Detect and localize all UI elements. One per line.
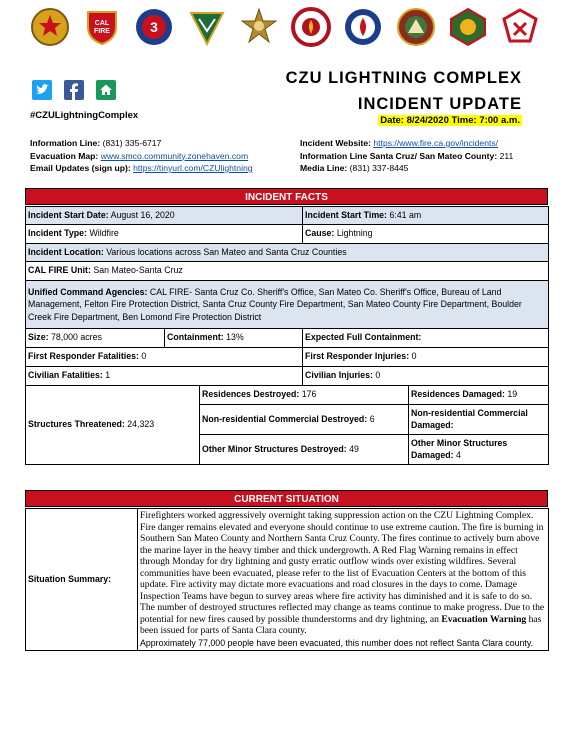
cal-fire-seal-icon <box>30 7 70 47</box>
row-agencies <box>26 281 549 329</box>
expected-containment-cell <box>303 329 549 348</box>
residences-destroyed-label: Residences Destroyed: <box>202 389 300 400</box>
agencies-cell <box>26 281 549 329</box>
nonres-destroyed-cell <box>200 405 409 435</box>
civ-fatalities-value: 1 <box>105 370 111 381</box>
title-line-2: INCIDENT UPDATE <box>357 95 522 113</box>
sheriff-star-icon <box>239 7 279 47</box>
structures-threatened-cell <box>26 386 200 465</box>
start-time-cell <box>303 207 549 225</box>
minor-damaged-cell <box>409 435 549 465</box>
civ-injuries-cell <box>303 367 549 386</box>
start-time-label: Incident Start Time: <box>305 209 387 220</box>
agency-seals <box>30 4 540 50</box>
fr-injuries-value: 0 <box>411 351 417 362</box>
minor-destroyed-cell <box>200 435 409 465</box>
start-date-cell <box>26 207 303 225</box>
fr-injuries-cell <box>303 348 549 367</box>
cause-cell <box>303 225 549 244</box>
san-mateo-fire-seal-icon <box>500 7 540 47</box>
fr-fatalities-cell <box>26 348 303 367</box>
felton-fire-seal-icon <box>291 7 331 47</box>
title-line-1: CZU LIGHTNING COMPLEX <box>285 69 522 87</box>
location-cell <box>26 244 549 262</box>
hashtag: #CZULightningComplex <box>30 110 139 121</box>
district-3-seal-icon <box>134 7 174 47</box>
situation-summary-row <box>26 509 549 651</box>
nonres-damaged-cell <box>409 405 549 435</box>
evac-map-link[interactable]: www.smco.community.zonehaven.com <box>100 150 249 161</box>
info-line-label: Information Line: <box>30 138 101 148</box>
civ-injuries-label: Civilian Injuries: <box>305 370 373 381</box>
cal-fire-shield-icon <box>82 7 122 47</box>
website-label: Incident Website: <box>300 138 371 148</box>
minor-damaged-label: Other Minor Structures Damaged: <box>411 438 508 460</box>
social-links <box>32 80 116 100</box>
evacuated-count-text: Approximately 77,000 people have been evacuated, this number does not reflect Santa Clara county. <box>140 637 534 648</box>
info-scsm-value: 211 <box>499 150 514 161</box>
containment-value: 13% <box>226 332 244 343</box>
start-date-value: August 16, 2020 <box>110 209 175 220</box>
facebook-icon[interactable] <box>64 80 84 100</box>
contact-info-left <box>30 137 253 175</box>
media-line-value: (831) 337-8445 <box>349 163 409 173</box>
structures-threatened-value: 24,323 <box>127 419 155 430</box>
size-cell <box>26 329 165 348</box>
unit-value: San Mateo-Santa Cruz <box>93 265 183 276</box>
time-value: 7:00 a.m. <box>479 115 520 126</box>
row-start <box>26 207 549 225</box>
agencies-label: Unified Command Agencies: <box>28 286 148 297</box>
fr-fatalities-label: First Responder Fatalities: <box>28 351 139 362</box>
residences-destroyed-cell <box>200 386 409 405</box>
media-line-label: Media Line: <box>300 163 348 173</box>
situation-summary-cell <box>138 509 549 651</box>
row-structures-1 <box>26 386 549 405</box>
time-label: Time: <box>451 115 477 126</box>
contact-info-right <box>300 137 513 175</box>
row-type <box>26 225 549 244</box>
structures-threatened-label: Structures Threatened: <box>28 419 125 430</box>
location-value: Various locations across San Mateo and Santa Cruz Counties <box>106 246 347 257</box>
size-value: 78,000 acres <box>51 332 102 343</box>
nonres-destroyed-label: Non-residential Commercial Destroyed: <box>202 413 368 424</box>
situation-summary-label: Situation Summary: <box>26 509 138 651</box>
santa-cruz-fire-seal-icon <box>343 7 383 47</box>
residences-damaged-label: Residences Damaged: <box>411 389 505 400</box>
twitter-icon[interactable] <box>32 80 52 100</box>
fr-injuries-label: First Responder Injuries: <box>305 351 410 362</box>
residences-destroyed-value: 176 <box>301 389 317 400</box>
civ-fatalities-label: Civilian Fatalities: <box>28 370 103 381</box>
type-value: Wildfire <box>89 228 119 239</box>
civ-injuries-value: 0 <box>375 370 381 381</box>
cause-label: Cause: <box>305 228 335 239</box>
type-label: Incident Type: <box>28 228 87 239</box>
expected-containment-label: Expected Full Containment: <box>305 332 422 343</box>
info-scsm-label: Information Line Santa Cruz/ San Mateo County: <box>300 150 498 161</box>
containment-cell <box>165 329 303 348</box>
agencies-value: CAL FIRE- Santa Cruz Co. Sheriff's Office, San Mateo Co. Sheriff's Office, Bureau of Land Management, Felton Fire Protection District, Santa Cruz County Fire Department, San Mateo County Fire Department, Boulder Creek Fire Department, Ben Lomond Fire Protection District <box>28 286 522 322</box>
minor-damaged-value: 4 <box>456 449 461 460</box>
date-label: Date: <box>380 115 404 126</box>
nextdoor-icon[interactable] <box>96 80 116 100</box>
current-situation-table <box>25 508 549 651</box>
email-updates-link[interactable]: https://tinyurl.com/CZUlightning <box>133 163 253 173</box>
current-situation-heading: CURRENT SITUATION <box>25 490 548 507</box>
start-time-value: 6:41 am <box>389 209 422 220</box>
nonres-damaged-label: Non-residential Commercial Damaged: <box>411 408 528 430</box>
boulder-creek-fire-seal-icon <box>396 7 436 47</box>
email-updates-label: Email Updates (sign up): <box>30 163 131 173</box>
date-time-line <box>378 115 522 126</box>
summary-tail: has been issued for parts of Santa Clara county. <box>140 613 542 636</box>
location-label: Incident Location: <box>28 246 104 257</box>
residences-damaged-value: 19 <box>507 389 518 400</box>
unit-cell <box>26 262 549 281</box>
evacuation-warning-text: Evacuation Warning <box>441 613 527 625</box>
website-link[interactable]: https://www.fire.ca.gov/incidents/ <box>373 138 499 148</box>
residences-damaged-cell <box>409 386 549 405</box>
row-fr <box>26 348 549 367</box>
cause-value: Lightning <box>336 228 373 239</box>
svg-text:FIRE: FIRE <box>94 28 111 35</box>
date-value: 8/24/2020 <box>406 115 449 126</box>
unit-label: CAL FIRE Unit: <box>28 265 91 276</box>
row-unit <box>26 262 549 281</box>
fr-fatalities-value: 0 <box>141 351 147 362</box>
row-size <box>26 329 549 348</box>
minor-destroyed-value: 49 <box>349 443 359 454</box>
minor-destroyed-label: Other Minor Structures Destroyed: <box>202 443 347 454</box>
type-cell <box>26 225 303 244</box>
civ-fatalities-cell <box>26 367 303 386</box>
containment-label: Containment: <box>167 332 224 343</box>
start-date-label: Incident Start Date: <box>28 209 109 220</box>
incident-facts-heading: INCIDENT FACTS <box>25 188 548 205</box>
row-location <box>26 244 549 262</box>
ben-lomond-fire-seal-icon <box>448 7 488 47</box>
evac-map-label: Evacuation Map: <box>30 150 99 161</box>
situation-summary-text <box>140 510 546 637</box>
svg-text:3: 3 <box>150 19 159 35</box>
summary-body: Firefighters worked aggressively overnight taking suppression action on the CZU Lightning Complex. Fire danger remains elevated and everyone should continue to use extreme caution. The fire is burning in Southern San Mateo County and Northern Santa Cruz County. The fires continue to actively burn above the marine layer in the heavy timber and thick undergrowth. A Red Flag Warning remains in effect through Monday for dry lightning and gusty erratic outflow winds over existing wildfires. Several communities have been evacuated, please refer to the list of Evacuation Centers at the bottom of this update. Fire activity may dictate more evacuations and road closures in the days to come. Damage Inspection Teams have begun to survey areas where fire activity has diminished and it is safe to do so. The number of destroyed structures reflected may change as teams continue to make progress. Due to the potential for new fires caused by possible thunderstorms and dry lightning, an <box>140 510 545 625</box>
row-civ <box>26 367 549 386</box>
svg-text:CAL: CAL <box>95 20 110 27</box>
nonres-destroyed-value: 6 <box>369 413 375 424</box>
incident-facts-table <box>25 206 549 465</box>
size-label: Size: <box>28 332 49 343</box>
forest-service-shield-icon <box>187 7 227 47</box>
info-line-value: (831) 335-6717 <box>102 138 162 148</box>
